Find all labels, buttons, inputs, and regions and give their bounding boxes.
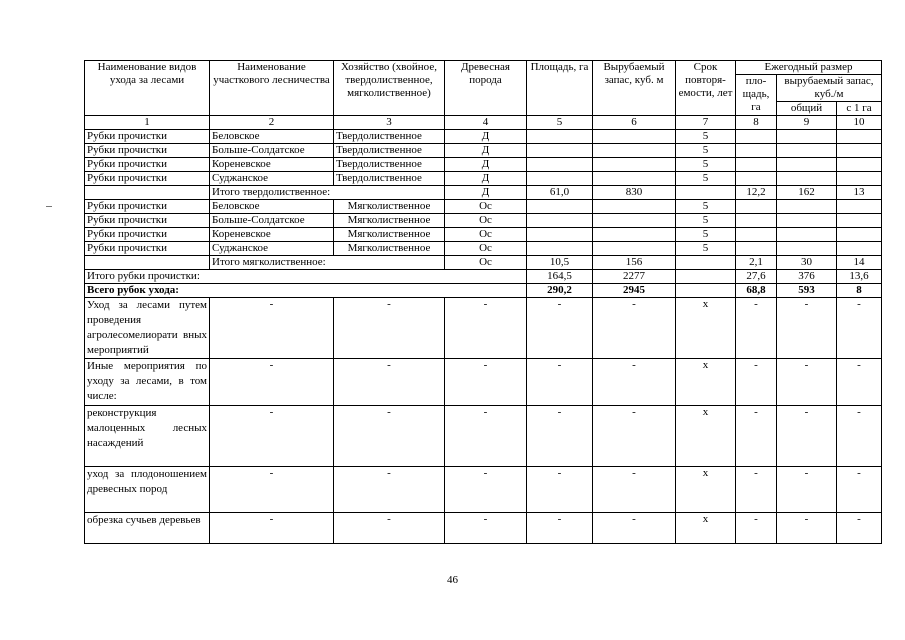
annual-total-cell (777, 228, 837, 242)
col-number: 10 (837, 116, 882, 130)
annual-per-ha-cell (837, 228, 882, 242)
measure-label: Иные мероприятия по уходу за лесами, в том числе: (85, 359, 210, 406)
annual-per-ha-cell: 8 (837, 284, 882, 298)
table-row (85, 158, 882, 172)
stock-cell: 830 (593, 186, 676, 200)
dash-cell: - (736, 467, 777, 513)
dash-cell: - (334, 298, 445, 359)
dash-cell: - (593, 359, 676, 406)
forestry-cell: Больше-Солдатское (210, 214, 334, 228)
dash-cell: - (777, 467, 837, 513)
table-row (85, 214, 882, 228)
annual-total-cell (777, 200, 837, 214)
annual-area-cell: 2,1 (736, 256, 777, 270)
table-row (85, 144, 882, 158)
kind-cell: Рубки прочистки (85, 228, 210, 242)
farm-cell: Твердолиственное (334, 172, 445, 186)
species-cell: Д (445, 130, 527, 144)
species-cell: Д (445, 144, 527, 158)
other-measure-row (85, 406, 882, 467)
cross-cell: х (676, 359, 736, 406)
stock-cell (593, 130, 676, 144)
area-cell (527, 242, 593, 256)
header-farm: Хозяйство (хвойное, твердолиственное, мягколиственное) (334, 61, 445, 116)
annual-per-ha-cell (837, 172, 882, 186)
col-number: 6 (593, 116, 676, 130)
cross-cell: х (676, 513, 736, 544)
dash-cell: - (527, 467, 593, 513)
page-number: 46 (447, 574, 458, 586)
col-number: 5 (527, 116, 593, 130)
other-measure-row (85, 513, 882, 544)
annual-total-cell (777, 172, 837, 186)
table-row (85, 130, 882, 144)
stock-cell (593, 242, 676, 256)
dash-cell: - (593, 513, 676, 544)
header-annual-area: пло-щадь, га (736, 75, 777, 116)
forestry-cell: Беловское (210, 130, 334, 144)
dash-cell: - (527, 298, 593, 359)
dash-cell: - (593, 406, 676, 467)
dash-cell: - (837, 467, 882, 513)
measure-label: обрезка сучьев деревьев (85, 513, 210, 544)
col-number: 7 (676, 116, 736, 130)
annual-area-cell (736, 130, 777, 144)
area-cell: 10,5 (527, 256, 593, 270)
period-cell: 5 (676, 144, 736, 158)
period-cell (676, 186, 736, 200)
table-row (85, 242, 882, 256)
annual-per-ha-cell (837, 130, 882, 144)
col-number: 3 (334, 116, 445, 130)
species-cell: Ос (445, 242, 527, 256)
annual-total-cell (777, 130, 837, 144)
farm-cell: Мягколиственное (334, 228, 445, 242)
annual-area-cell: 68,8 (736, 284, 777, 298)
annual-total-cell: 30 (777, 256, 837, 270)
dash-cell: - (445, 513, 527, 544)
kind-cell: Рубки прочистки (85, 200, 210, 214)
kind-cell: Рубки прочистки (85, 172, 210, 186)
stock-cell (593, 144, 676, 158)
header-forestry: Наименование участкового лесничества (210, 61, 334, 116)
forestry-cell: Больше-Солдатское (210, 144, 334, 158)
annual-total-cell (777, 242, 837, 256)
header-annual-total: общий (777, 102, 837, 116)
period-cell: 5 (676, 158, 736, 172)
col-number: 8 (736, 116, 777, 130)
annual-total-cell (777, 214, 837, 228)
dash-cell: - (210, 406, 334, 467)
cross-cell: х (676, 406, 736, 467)
annual-area-cell (736, 228, 777, 242)
kind-cell: Рубки прочистки (85, 130, 210, 144)
area-cell (527, 144, 593, 158)
annual-area-cell: 12,2 (736, 186, 777, 200)
period-cell: 5 (676, 200, 736, 214)
dash-cell: - (837, 513, 882, 544)
header-annual-stock: вырубаемый запас, куб./м (777, 75, 882, 102)
annual-total-cell: 593 (777, 284, 837, 298)
annual-area-cell (736, 242, 777, 256)
column-number-row (85, 116, 882, 130)
forestry-cell: Кореневское (210, 158, 334, 172)
farm-cell: Мягколиственное (334, 242, 445, 256)
annual-area-cell (736, 200, 777, 214)
col-number: 4 (445, 116, 527, 130)
forest-care-table (84, 60, 882, 544)
header-row-1 (85, 61, 882, 75)
other-measure-row (85, 467, 882, 513)
stock-cell (593, 228, 676, 242)
period-cell: 5 (676, 214, 736, 228)
kind-cell: Рубки прочистки (85, 144, 210, 158)
header-annual-per-ha: с 1 га (837, 102, 882, 116)
total-cleaning-label: Итого рубки прочистки: (85, 270, 527, 284)
dash-cell: - (527, 513, 593, 544)
annual-area-cell (736, 158, 777, 172)
grand-total-row (85, 284, 882, 298)
area-cell (527, 172, 593, 186)
annual-total-cell: 376 (777, 270, 837, 284)
annual-per-ha-cell (837, 214, 882, 228)
annual-per-ha-cell (837, 158, 882, 172)
period-cell (676, 284, 736, 298)
period-cell: 5 (676, 172, 736, 186)
area-cell: 61,0 (527, 186, 593, 200)
header-kind: Наименование видов ухода за лесами (85, 61, 210, 116)
other-measure-row (85, 298, 882, 359)
dash-cell: - (210, 298, 334, 359)
header-stock: Вырубаемый запас, куб. м (593, 61, 676, 116)
farm-cell: Твердолиственное (334, 158, 445, 172)
area-cell: 164,5 (527, 270, 593, 284)
dash-cell: - (210, 467, 334, 513)
dash-cell: - (527, 359, 593, 406)
annual-area-cell (736, 144, 777, 158)
dash-cell: - (210, 513, 334, 544)
kind-cell: Рубки прочистки (85, 242, 210, 256)
cross-cell: х (676, 298, 736, 359)
dash-cell: - (736, 298, 777, 359)
dash-cell: - (777, 298, 837, 359)
species-cell: Ос (445, 228, 527, 242)
forestry-cell: Кореневское (210, 228, 334, 242)
species-cell: Ос (445, 200, 527, 214)
stock-cell (593, 214, 676, 228)
area-cell (527, 158, 593, 172)
measure-label: реконструкция малоценных лесных насаждений (85, 406, 210, 467)
period-cell (676, 270, 736, 284)
dash-cell: - (777, 513, 837, 544)
col-number: 1 (85, 116, 210, 130)
col-number: 2 (210, 116, 334, 130)
subtotal-row-hardwood (85, 186, 882, 200)
col-number: 9 (777, 116, 837, 130)
farm-cell: Мягколиственное (334, 214, 445, 228)
forestry-cell: Суджанское (210, 242, 334, 256)
species-cell: Д (445, 186, 527, 200)
subtotal-row-softwood (85, 256, 882, 270)
period-cell: 5 (676, 130, 736, 144)
farm-cell: Твердолиственное (334, 144, 445, 158)
header-species: Древесная порода (445, 61, 527, 116)
header-area: Площадь, га (527, 61, 593, 116)
period-cell (676, 256, 736, 270)
dash-cell: - (837, 298, 882, 359)
dash-cell: - (445, 406, 527, 467)
area-cell (527, 228, 593, 242)
species-cell: Д (445, 172, 527, 186)
header-period: Срок повторя-емости, лет (676, 61, 736, 116)
species-cell: Д (445, 158, 527, 172)
grand-total-label: Всего рубок ухода: (85, 284, 527, 298)
dash-cell: - (527, 406, 593, 467)
stock-cell: 2945 (593, 284, 676, 298)
farm-cell: Мягколиственное (334, 200, 445, 214)
annual-per-ha-cell: 14 (837, 256, 882, 270)
measure-label: уход за плодоношением древесных пород (85, 467, 210, 513)
period-cell: 5 (676, 242, 736, 256)
annual-area-cell (736, 172, 777, 186)
empty-cell (85, 186, 210, 200)
annual-area-cell (736, 214, 777, 228)
dash-cell: - (736, 513, 777, 544)
species-cell: Ос (445, 256, 527, 270)
scan-mark (46, 206, 52, 207)
dash-cell: - (837, 406, 882, 467)
kind-cell: Рубки прочистки (85, 214, 210, 228)
annual-area-cell: 27,6 (736, 270, 777, 284)
annual-per-ha-cell (837, 200, 882, 214)
farm-cell: Твердолиственное (334, 130, 445, 144)
stock-cell (593, 158, 676, 172)
annual-total-cell: 162 (777, 186, 837, 200)
empty-cell (85, 256, 210, 270)
kind-cell: Рубки прочистки (85, 158, 210, 172)
annual-per-ha-cell: 13,6 (837, 270, 882, 284)
stock-cell: 2277 (593, 270, 676, 284)
table-row (85, 172, 882, 186)
area-cell (527, 200, 593, 214)
header-annual: Ежегодный размер (736, 61, 882, 75)
dash-cell: - (593, 298, 676, 359)
period-cell: 5 (676, 228, 736, 242)
area-cell: 290,2 (527, 284, 593, 298)
dash-cell: - (593, 467, 676, 513)
annual-total-cell (777, 158, 837, 172)
annual-per-ha-cell (837, 242, 882, 256)
annual-per-ha-cell (837, 144, 882, 158)
dash-cell: - (210, 359, 334, 406)
area-cell (527, 130, 593, 144)
dash-cell: - (334, 467, 445, 513)
subtotal-label: Итого твердолиственное: (210, 186, 445, 200)
species-cell: Ос (445, 214, 527, 228)
subtotal-label: Итого мягколиственное: (210, 256, 445, 270)
dash-cell: - (736, 406, 777, 467)
table-row (85, 200, 882, 214)
forestry-cell: Беловское (210, 200, 334, 214)
cross-cell: х (676, 467, 736, 513)
dash-cell: - (777, 406, 837, 467)
measure-label: Уход за лесами путем проведения агролесомелиорати вных мероприятий (85, 298, 210, 359)
annual-per-ha-cell: 13 (837, 186, 882, 200)
annual-total-cell (777, 144, 837, 158)
dash-cell: - (445, 359, 527, 406)
total-cleaning-row (85, 270, 882, 284)
dash-cell: - (445, 298, 527, 359)
dash-cell: - (837, 359, 882, 406)
dash-cell: - (334, 513, 445, 544)
stock-cell (593, 200, 676, 214)
stock-cell: 156 (593, 256, 676, 270)
dash-cell: - (334, 406, 445, 467)
dash-cell: - (445, 467, 527, 513)
other-measure-row (85, 359, 882, 406)
dash-cell: - (777, 359, 837, 406)
dash-cell: - (334, 359, 445, 406)
forestry-cell: Суджанское (210, 172, 334, 186)
table-row (85, 228, 882, 242)
area-cell (527, 214, 593, 228)
stock-cell (593, 172, 676, 186)
dash-cell: - (736, 359, 777, 406)
